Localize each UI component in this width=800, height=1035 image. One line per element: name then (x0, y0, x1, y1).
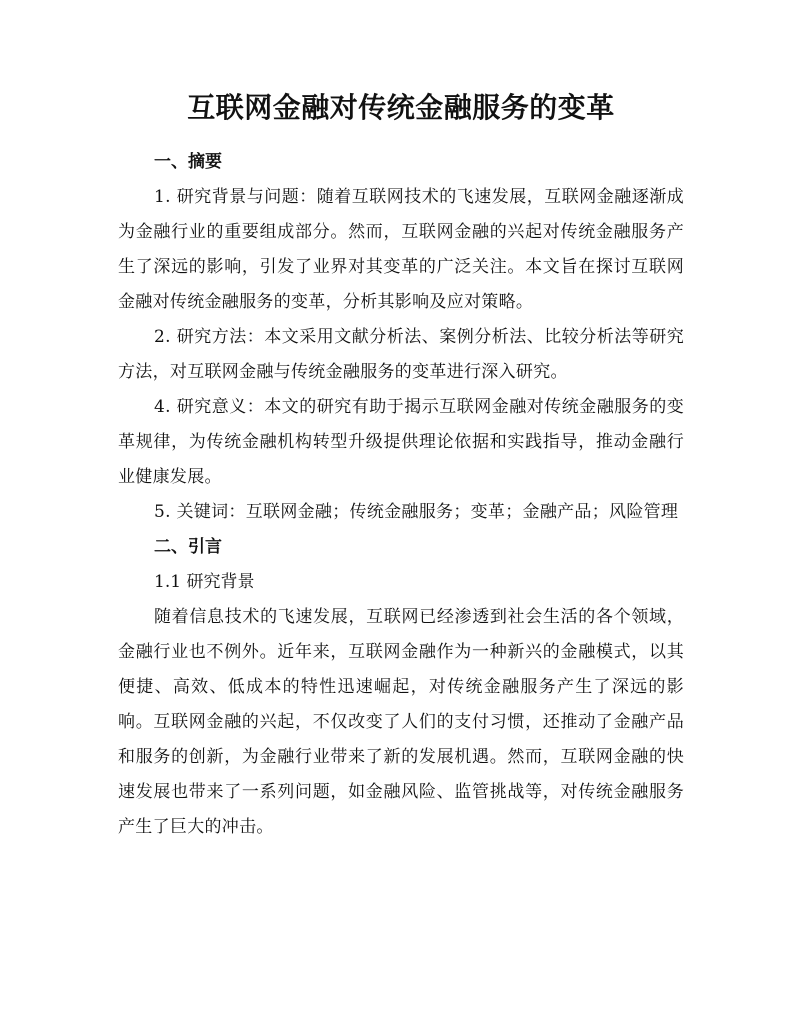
subsection-heading-background: 1.1 研究背景 (154, 572, 255, 592)
document-page (118, 88, 684, 845)
section-heading-introduction: 二、引言 (154, 537, 222, 557)
abstract-paragraph-background: 1. 研究背景与问题：随着互联网技术的飞速发展，互联网金融逐渐成为金融行业的重要组成部分。然而，互联网金融的兴起对传统金融服务产生了深远的影响，引发了业界对其变革的广泛关注。本文旨在探讨互联网金融对传统金融服务的变革，分析其影响及应对策略。 (118, 187, 684, 312)
abstract-paragraph-method: 2. 研究方法：本文采用文献分析法、案例分析法、比较分析法等研究方法，对互联网金融与传统金融服务的变革进行深入研究。 (118, 327, 684, 382)
abstract-paragraph-keywords: 5. 关键词：互联网金融；传统金融服务；变革；金融产品；风险管理 (154, 502, 679, 522)
abstract-paragraph-significance: 4. 研究意义：本文的研究有助于揭示互联网金融对传统金融服务的变革规律，为传统金融机构转型升级提供理论依据和实践指导，推动金融行业健康发展。 (118, 397, 684, 487)
section-heading-abstract: 一、摘要 (154, 152, 222, 172)
document-title: 互联网金融对传统金融服务的变革 (187, 91, 615, 124)
introduction-paragraph: 随着信息技术的飞速发展，互联网已经渗透到社会生活的各个领域，金融行业也不例外。近年来，互联网金融作为一种新兴的金融模式，以其便捷、高效、低成本的特性迅速崛起，对传统金融服务产生了深远的影响。互联网金融的兴起，不仅改变了人们的支付习惯，还推动了金融产品和服务的创新，为金融行业带来了新的发展机遇。然而，互联网金融的快速发展也带来了一系列问题，如金融风险、监管挑战等，对传统金融服务产生了巨大的冲击。 (118, 607, 684, 837)
